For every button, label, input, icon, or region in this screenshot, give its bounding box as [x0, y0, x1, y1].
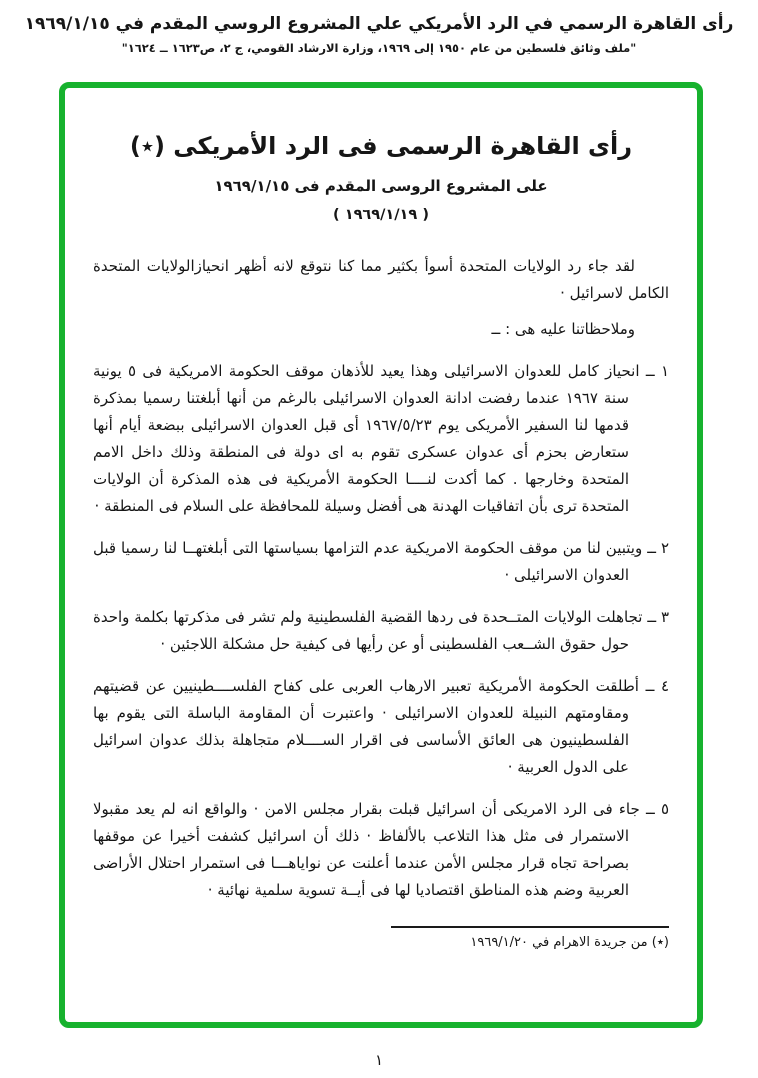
point-4-number: ٤ ــ [645, 677, 669, 695]
header-citation-source: "ملف وثائق فلسطين من عام ١٩٥٠ إلى ١٩٦٩، وزارة الارشاد القومي، ج ٢، ص١٦٢٣ ــ ١٦٢٤" [121, 41, 637, 55]
document-title: رأى القاهرة الرسمى فى الرد الأمريكى (٭) [129, 132, 633, 160]
numbered-point-5 [93, 796, 669, 904]
point-2-number: ٢ ــ [647, 539, 670, 557]
point-4-text: أطلقت الحكومة الأمريكية تعبير الارهاب العربى على كفاح الفلســــطينيين عن قضيتهم ومقاومتهم النبيلة للعدوان الاسرائيلى · واعتبرت أن المقاومة الباسلة التى يقوم بها الفلسطينيون هى العائق الأساسى فى اقرار الســــلام متجاهلة بذلك عدوان اسرائيل على الدول العربية · [93, 677, 639, 776]
footnote [391, 926, 669, 950]
point-1-text: انحياز كامل للعدوان الاسرائيلى وهذا يعيد للأذهان موقف الحكومة الامريكية فى ٥ يونية سنة ١٩٦٧ عندما رفضت ادانة العدوان الاسرائيلى بالرغم من أنها أبلغتنا رسميا بمذكرة قدمها لنا السفير الأمريكى يوم ١٩٦٧/٥/٢٣ أى قبل العدوان الاسرائيلى ببضعة أيام أنها ستعارض بحزم أى عدوان عسكرى تقوم به اى دولة فى المنطقة وذلك داخل الامم المتحدة وخارجها . كما أكدت لنــــا الحكومة الأمريكية فى هذه المذكرة أن الولايات المتحدة ترى بأن اتفاقيات الهدنة هى أفضل وسيلة للمحافظة على السلام فى المنطقة · [93, 362, 640, 515]
point-3-text: تجاهلت الولايات المتــحدة فى ردها القضية الفلسطينية ولم تشر فى مذكرتها بكلمة واحدة حول حقوق الشــعب الفلسطينى أو عن رأيها فى كيفية حل مشكلة اللاجئين · [93, 608, 643, 653]
numbered-point-2 [93, 535, 669, 589]
point-5-text: جاء فى الرد الامريكى أن اسرائيل قبلت بقرار مجلس الامن · والواقع انه لم يعد مقبولا الاستمرار فى مثل هذا التلاعب بالألفاظ · ذلك أن اسرائيل كشفت أخيرا عن موقفها بصراحة تجاه قرار مجلس الأمن عندما أعلنت عن نواياهـــا فى استمرار احتلال الأراضى العربية وضم هذه المناطق اقتصاديا لها فى أيــة تسوية سلمية نهائية · [93, 800, 640, 899]
document-content [65, 88, 697, 950]
numbered-point-3 [93, 604, 669, 658]
numbered-point-4 [93, 673, 669, 781]
page-header [0, 14, 758, 55]
point-3-number: ٣ ــ [647, 608, 669, 626]
green-border-frame [59, 82, 703, 1028]
document-date: ( ١٩٦٩/١/١٩ ) [333, 207, 429, 223]
numbered-point-1 [93, 358, 669, 520]
remarks-lead: وملاحظاتنا عليه هى : ــ [491, 320, 635, 338]
header-citation-title: رأى القاهرة الرسمي في الرد الأمريكي علي المشروع الروسي المقدم في ١٩٦٩/١/١٥ [24, 14, 734, 34]
page-number: ١ [374, 1051, 384, 1069]
footnote-text: (٭) من جريدة الاهرام في ١٩٦٩/١/٢٠ [470, 935, 669, 950]
point-1-number: ١ ــ [645, 362, 670, 380]
intro-paragraph: لقد جاء رد الولايات المتحدة أسوأ بكثير مما كنا نتوقع لانه أظهر انحيازالولايات المتحدة الكامل لاسرائيل · [93, 257, 669, 302]
document-subtitle: على المشروع الروسى المقدم فى ١٩٦٩/١/١٥ [214, 177, 548, 195]
point-5-number: ٥ ــ [645, 800, 669, 818]
point-2-text: ويتبين لنا من موقف الحكومة الامريكية عدم التزامها بسياستها التى أبلغتهــا لنا رسميا قبل العدوان الاسرائيلى · [93, 539, 643, 584]
